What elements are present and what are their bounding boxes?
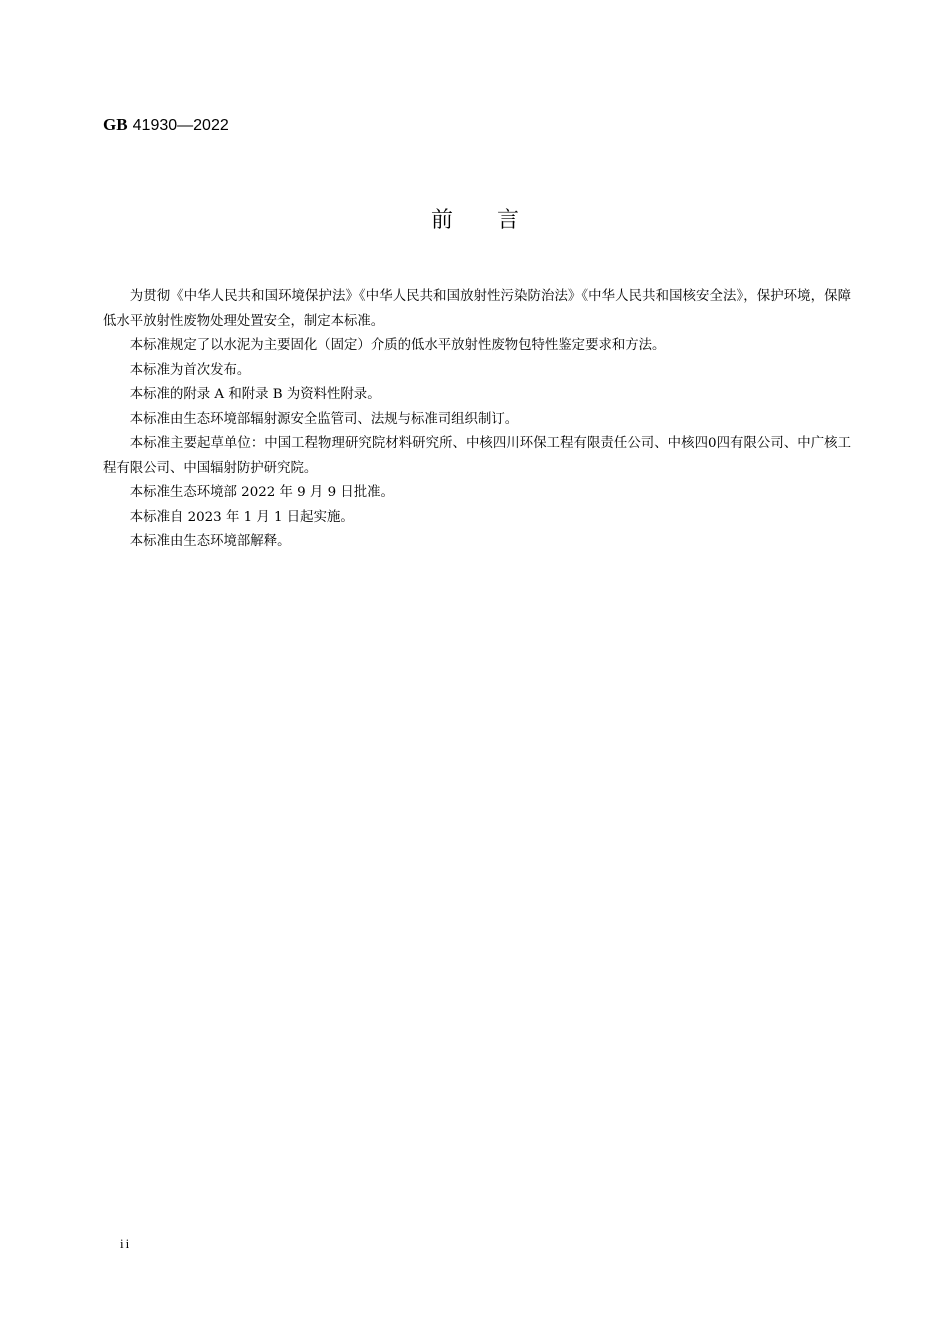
- standard-prefix: GB: [103, 115, 128, 134]
- standard-number: 41930—2022: [132, 117, 229, 134]
- page-header: [103, 115, 229, 136]
- paragraph-first-release: 本标准为首次发布。: [129, 362, 251, 378]
- paragraph-organizer: 本标准由生态环境部辐射源安全监管司、法规与标准司组织制订。: [129, 411, 519, 427]
- foreword-body: [103, 285, 851, 555]
- section-title: 前 言: [430, 208, 519, 233]
- paragraph-drafting-units: 本标准主要起草单位：中国工程物理研究院材料研究所、中核四川环保工程有限责任公司、中核四0四有限公司、中广核工程有限公司、中国辐射防护研究院。: [103, 436, 851, 476]
- paragraph-purpose: 为贯彻《中华人民共和国环境保护法》《中华人民共和国放射性污染防治法》《中华人民共和国核安全法》，保护环境，保障低水平放射性废物处理处置安全，制定本标准。: [103, 289, 851, 329]
- page-number: ii: [120, 1236, 132, 1251]
- paragraph-appendices: 本标准的附录 A 和附录 B 为资料性附录。: [129, 387, 381, 402]
- paragraph-scope: 本标准规定了以水泥为主要固化（固定）介质的低水平放射性废物包特性鉴定要求和方法。: [129, 338, 666, 353]
- paragraph-interpretation: 本标准由生态环境部解释。: [129, 534, 291, 549]
- paragraph-effective-date: 本标准自 2023 年 1 月 1 日起实施。: [129, 509, 354, 525]
- paragraph-approval-date: 本标准生态环境部 2022 年 9 月 9 日批准。: [129, 485, 394, 500]
